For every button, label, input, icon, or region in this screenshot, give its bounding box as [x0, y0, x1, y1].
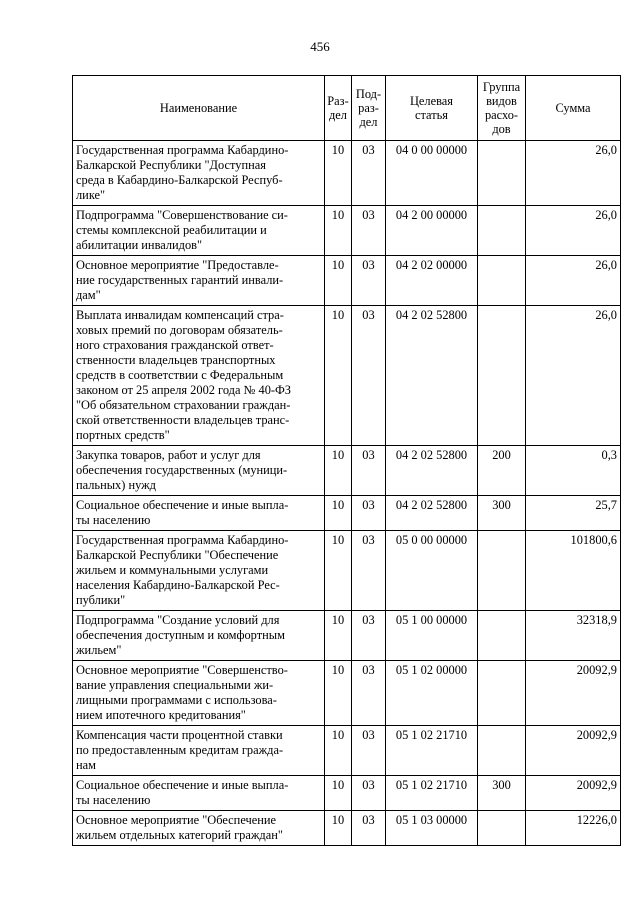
cell-section: 10 [325, 811, 352, 846]
cell-name: Подпрограмма "Совершенствование си- стемы комплексной реабилитации и абилитации инвалидов" [73, 206, 325, 256]
cell-group [478, 811, 526, 846]
cell-subsection: 03 [352, 306, 386, 446]
cell-target: 05 1 00 00000 [386, 611, 478, 661]
cell-name: Подпрограмма "Создание условий для обеспечения доступным и комфортным жильем" [73, 611, 325, 661]
cell-section: 10 [325, 446, 352, 496]
header-target: Целевая статья [386, 76, 478, 141]
cell-subsection: 03 [352, 726, 386, 776]
cell-subsection: 03 [352, 531, 386, 611]
cell-group: 300 [478, 776, 526, 811]
cell-name: Социальное обеспечение и иные выпла- ты населению [73, 496, 325, 531]
cell-subsection: 03 [352, 256, 386, 306]
cell-name: Основное мероприятие "Обеспечение жильем отдельных категорий граждан" [73, 811, 325, 846]
cell-target: 05 1 02 21710 [386, 726, 478, 776]
cell-target: 04 2 00 00000 [386, 206, 478, 256]
cell-group [478, 611, 526, 661]
header-section: Раз- дел [325, 76, 352, 141]
cell-target: 05 0 00 00000 [386, 531, 478, 611]
cell-target: 05 1 02 00000 [386, 661, 478, 726]
cell-section: 10 [325, 776, 352, 811]
cell-section: 10 [325, 726, 352, 776]
cell-target: 04 2 02 52800 [386, 496, 478, 531]
cell-sum: 0,3 [526, 446, 621, 496]
cell-section: 10 [325, 206, 352, 256]
cell-group [478, 206, 526, 256]
cell-group: 200 [478, 446, 526, 496]
cell-subsection: 03 [352, 611, 386, 661]
cell-name: Компенсация части процентной ставки по предоставленным кредитам гражда- нам [73, 726, 325, 776]
cell-section: 10 [325, 661, 352, 726]
cell-section: 10 [325, 496, 352, 531]
header-sum: Сумма [526, 76, 621, 141]
table-row [73, 306, 621, 446]
cell-name: Государственная программа Кабардино- Балкарской Республики "Обеспечение жильем и коммунальными услугами населения Кабардино-Балкарской Рес- публики" [73, 531, 325, 611]
header-group: Группа видов расхо- дов [478, 76, 526, 141]
page-number: 456 [310, 39, 330, 54]
cell-subsection: 03 [352, 206, 386, 256]
header-subsection: Под- раз- дел [352, 76, 386, 141]
cell-section: 10 [325, 141, 352, 206]
cell-sum: 26,0 [526, 306, 621, 446]
cell-group [478, 306, 526, 446]
cell-target: 04 2 02 52800 [386, 306, 478, 446]
cell-name: Социальное обеспечение и иные выпла- ты населению [73, 776, 325, 811]
cell-group: 300 [478, 496, 526, 531]
table-row [73, 256, 621, 306]
table-row [73, 611, 621, 661]
table-row [73, 206, 621, 256]
table-header-row [73, 76, 621, 141]
cell-sum: 26,0 [526, 206, 621, 256]
cell-sum: 25,7 [526, 496, 621, 531]
table-row [73, 446, 621, 496]
cell-name: Основное мероприятие "Совершенство- вание управления специальными жи- лищными программами с использова- нием ипотечного кредитования" [73, 661, 325, 726]
table-row [73, 811, 621, 846]
cell-section: 10 [325, 531, 352, 611]
cell-group [478, 531, 526, 611]
cell-target: 05 1 03 00000 [386, 811, 478, 846]
cell-target: 04 0 00 00000 [386, 141, 478, 206]
cell-target: 04 2 02 00000 [386, 256, 478, 306]
cell-sum: 32318,9 [526, 611, 621, 661]
cell-section: 10 [325, 611, 352, 661]
cell-sum: 101800,6 [526, 531, 621, 611]
cell-group [478, 141, 526, 206]
cell-section: 10 [325, 306, 352, 446]
table-row [73, 726, 621, 776]
cell-subsection: 03 [352, 776, 386, 811]
cell-subsection: 03 [352, 496, 386, 531]
cell-name: Государственная программа Кабардино- Балкарской Республики "Доступная среда в Кабардино-Балкарской Респуб- лике" [73, 141, 325, 206]
cell-target: 04 2 02 52800 [386, 446, 478, 496]
cell-subsection: 03 [352, 446, 386, 496]
header-name: Наименование [73, 76, 325, 141]
cell-subsection: 03 [352, 661, 386, 726]
cell-sum: 26,0 [526, 256, 621, 306]
cell-target: 05 1 02 21710 [386, 776, 478, 811]
table-row [73, 531, 621, 611]
cell-name: Закупка товаров, работ и услуг для обеспечения государственных (муници- пальных) нужд [73, 446, 325, 496]
cell-name: Выплата инвалидам компенсаций стра- ховых премий по договорам обязатель- ного страхования гражданской ответ- ственности владельцев транспортных средств в соответствии с Федеральным законом от 25 апреля 2002 года № 40-ФЗ "Об обязательном страховании граждан- ской ответственности владельцев транс- портных средств" [73, 306, 325, 446]
cell-name: Основное мероприятие "Предоставле- ние государственных гарантий инвали- дам" [73, 256, 325, 306]
cell-group [478, 726, 526, 776]
cell-sum: 20092,9 [526, 726, 621, 776]
table-body [73, 141, 621, 846]
cell-sum: 20092,9 [526, 661, 621, 726]
cell-sum: 26,0 [526, 141, 621, 206]
cell-subsection: 03 [352, 811, 386, 846]
cell-group [478, 661, 526, 726]
cell-group [478, 256, 526, 306]
table-row [73, 661, 621, 726]
budget-table [72, 75, 621, 846]
table-row [73, 776, 621, 811]
cell-section: 10 [325, 256, 352, 306]
table-row [73, 496, 621, 531]
table-row [73, 141, 621, 206]
cell-subsection: 03 [352, 141, 386, 206]
cell-sum: 12226,0 [526, 811, 621, 846]
cell-sum: 20092,9 [526, 776, 621, 811]
